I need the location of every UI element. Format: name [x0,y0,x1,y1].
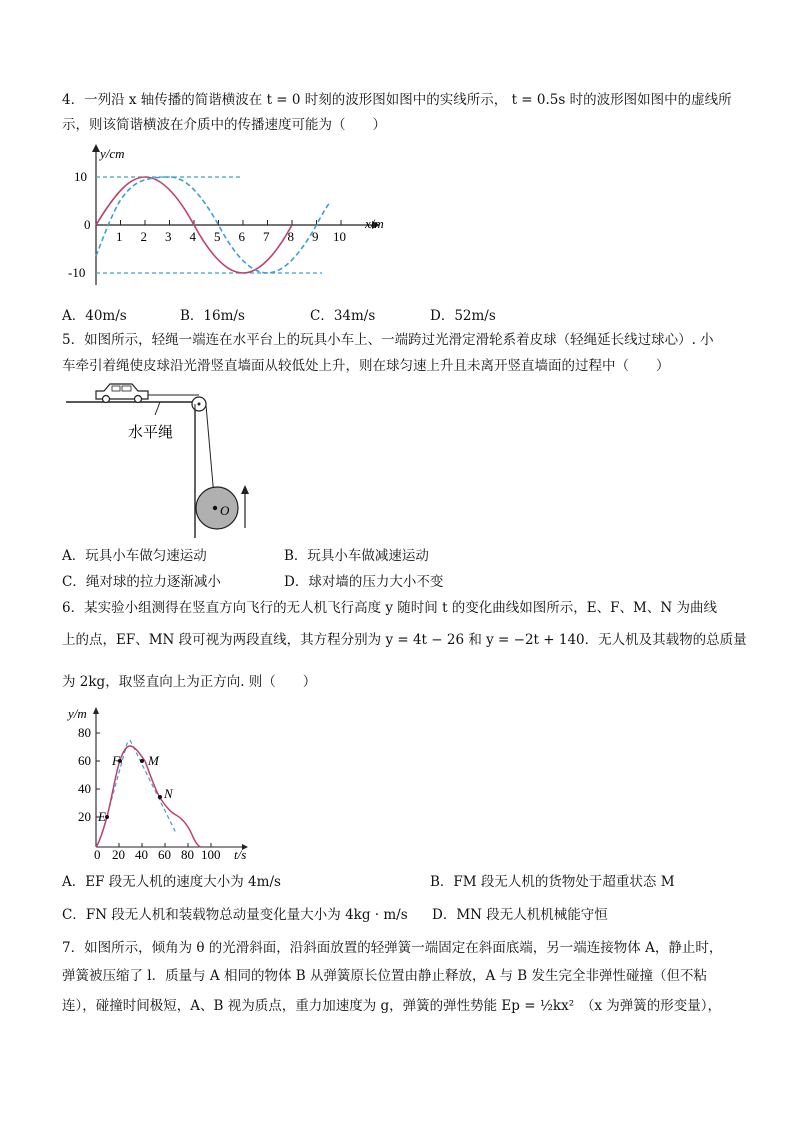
q6-label-f: F [112,753,120,768]
q6-xtick: 100 [201,847,221,862]
q5-rope-label: 水平绳 [128,423,174,441]
q6-ylabel: y/m [68,706,87,721]
q6-stem-line2: 上的点，EF、MN 段可视为两段直线，其方程分别为 y = 4t − 26 和 y = −2t + 140．无人机及其载物的总质量 [62,632,747,648]
q6-option-b[interactable]: B．FM 段无人机的货物处于超重状态 M [430,874,675,890]
q4-xticks [116,229,346,244]
q6-xtick: 60 [158,847,171,862]
q6-option-c[interactable]: C．FN 段无人机和装载物总动量变化量大小为 4kg · m/s [62,907,408,923]
q4-xtick: 7 [263,229,270,244]
q4-xtick: 1 [116,229,123,244]
q4-xtick: 10 [333,229,346,244]
q5-option-c[interactable]: C．绳对球的拉力逐渐减小 [62,574,221,590]
q5-pulley-figure [60,380,280,545]
q4-wave-figure [60,140,400,290]
q4-xtick: 8 [287,229,294,244]
q5-option-a[interactable]: A．玩具小车做匀速运动 [62,548,207,564]
q5-option-b[interactable]: B．玩具小车做减速运动 [284,548,429,564]
q6-stem-line3: 为 2kg，取竖直向上为正方向. 则（ ） [62,674,317,690]
q6-ytick: 20 [78,809,91,824]
q6-point-n [158,795,162,799]
q5-toy-car-icon [96,384,148,403]
q4-xlabel: x/m [365,216,384,231]
q6-ytick: 40 [78,781,91,796]
q4-ytick-0: 0 [84,217,91,232]
q4-stem-line2: 示，则该简谐横波在介质中的传播速度可能为（ ） [62,117,386,133]
q4-xtick: 2 [140,229,147,244]
q6-ytick: 60 [78,753,91,768]
q4-ylabel: y/cm [100,146,125,161]
q4-option-a[interactable]: A．40m/s [62,308,127,324]
q4-option-d[interactable]: D．52m/s [430,308,496,324]
q6-height-figure [62,702,262,864]
q5-stem-line2: 车牵引着绳使皮球沿光滑竖直墙面从较低处上升，则在球匀速上升且未离开竖直墙面的过程中（ ） [62,358,670,374]
q4-xtick: 4 [189,229,196,244]
q6-xtick: 40 [135,847,148,862]
q7-stem-line1: 7．如图所示，倾角为 θ 的光滑斜面，沿斜面放置的轻弹簧一端固定在斜面底端，另一端连接物体 A，静止时， [62,940,723,956]
q6-label-e: E [98,809,106,824]
q6-label-m: M [148,753,159,768]
q6-label-n: N [164,786,173,801]
q6-xtick: 0 [94,847,101,862]
q4-stem-line1: 4．一列沿 x 轴传播的简谐横波在 t = 0 时刻的波形图如图中的实线所示， t = 0.5s 时的波形图如图中的虚线所 [62,92,732,108]
q6-xlabel: t/s [234,847,247,862]
q5-stem-line1: 5．如图所示，轻绳一端连在水平台上的玩具小车上、一端跨过光滑定滑轮系着皮球（轻绳延长线过球心）. 小 [62,332,714,348]
q5-option-d[interactable]: D．球对墙的压力大小不变 [284,574,444,590]
q6-ytick: 80 [78,725,91,740]
q5-ball-label: O [220,503,230,518]
q7-stem-line3: 连），碰撞时间极短，A、B 视为质点，重力加速度为 g，弹簧的弹性势能 Ep = ½kx² （x 为弹簧的形变量）， [62,998,722,1014]
q6-option-d[interactable]: D．MN 段无人机机械能守恒 [432,907,608,923]
q7-stem-line2: 弹簧被压缩了 l．质量与 A 相同的物体 B 从弹簧原长位置由静止释放，A 与 B 发生完全非弹性碰撞（但不粘 [62,968,707,984]
q4-xtick: 5 [214,229,221,244]
q4-ytick-m10: -10 [68,265,86,280]
q4-ytick-10: 10 [74,169,87,184]
q6-xtick: 20 [112,847,125,862]
q4-xtick: 3 [165,229,172,244]
q4-xtick: 9 [312,229,319,244]
q4-y-axis-arrow [92,144,100,152]
q6-xtick: 80 [181,847,194,862]
q4-option-c[interactable]: C．34m/s [310,308,376,324]
q6-stem-line1: 6．某实验小组测得在竖直方向飞行的无人机飞行高度 y 随时间 t 的变化曲线如图所示，E、F、M、N 为曲线 [62,600,717,616]
q4-option-b[interactable]: B．16m/s [180,308,245,324]
q6-point-m [140,759,144,763]
q4-xtick: 6 [238,229,245,244]
q6-option-a[interactable]: A．EF 段无人机的速度大小为 4m/s [62,874,281,890]
